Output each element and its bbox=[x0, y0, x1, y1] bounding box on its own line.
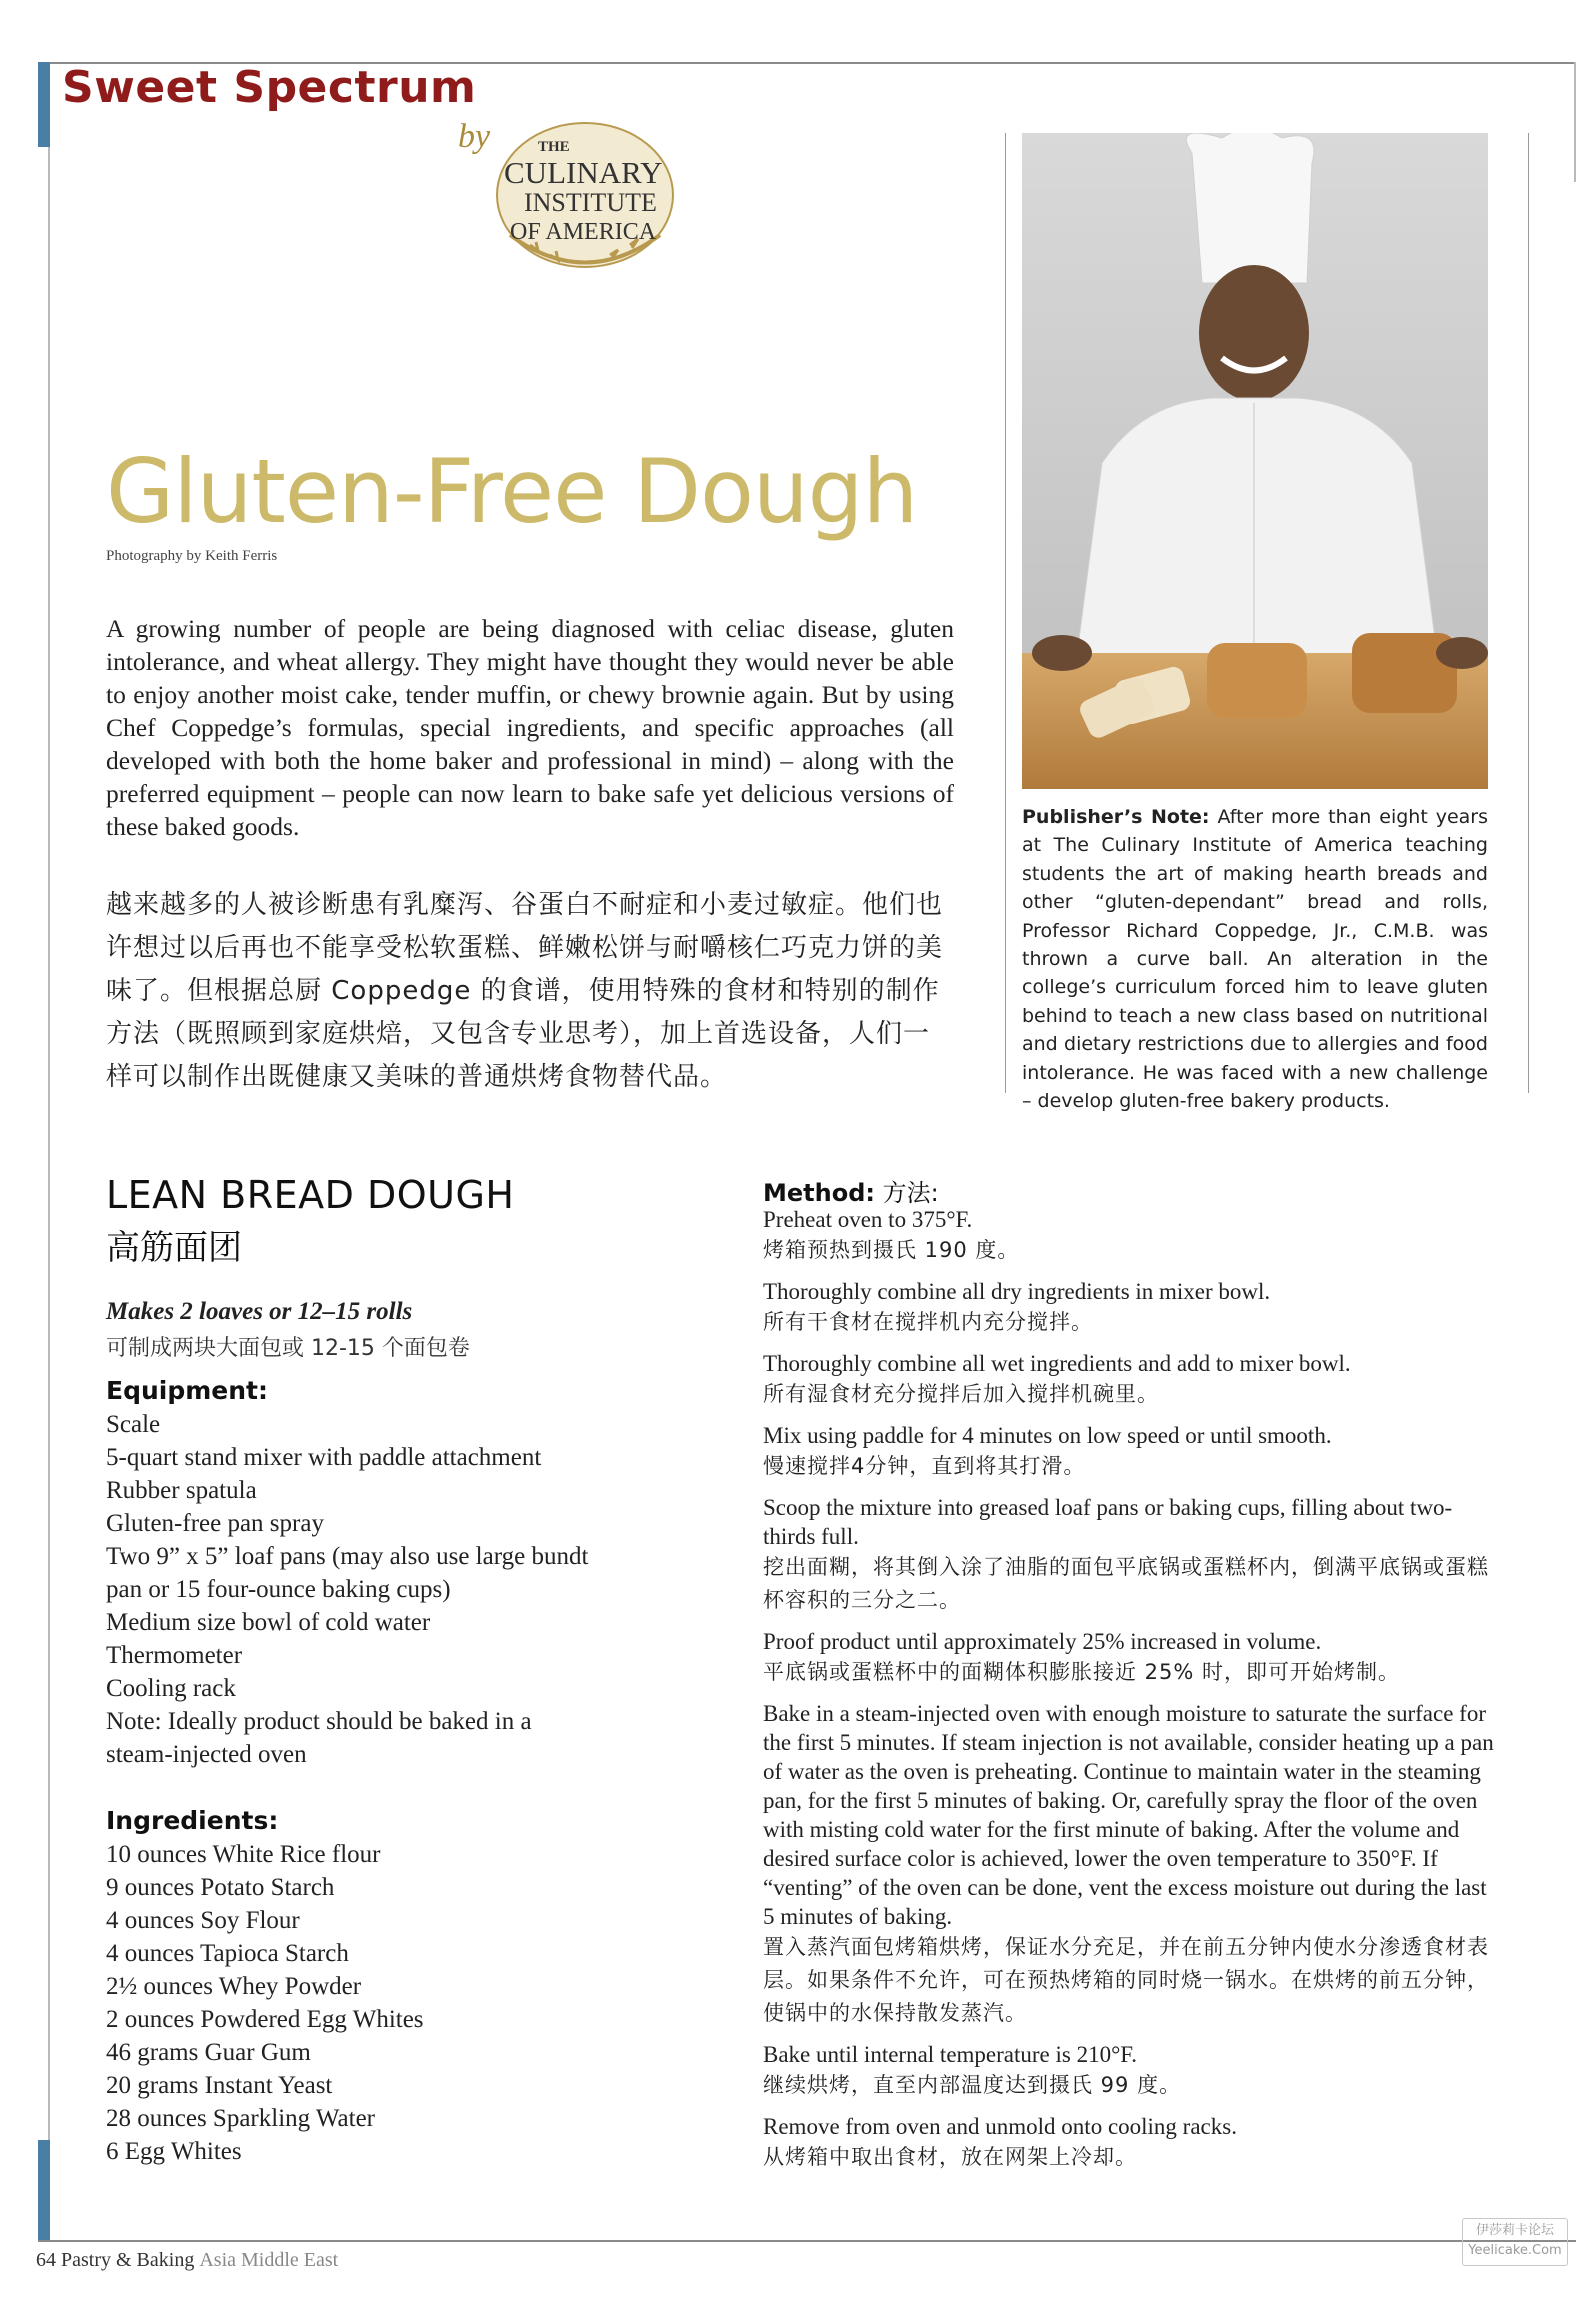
method-step bbox=[763, 1277, 1495, 1339]
equipment-item: 5-quart stand mixer with paddle attachment bbox=[106, 1444, 542, 1471]
magazine-region: Asia Middle East bbox=[199, 2249, 339, 2271]
step-text-cn: 从烤箱中取出食材，放在网架上冷却。 bbox=[763, 2145, 1137, 2169]
intro-paragraph-en: A growing number of people are being diagnosed with celiac disease, gluten intolerance, and wheat allergy. They might have thought they would never be able to enjoy another moist cake, tender muffin, or chewy brownie again. But by using Chef Coppedge’s formulas, special ingredients, and specific approaches (all developed with both the home baker and professional in mind) – along with the preferred equipment – people can now learn to bake safe yet delicious versions of these baked goods. bbox=[106, 614, 954, 841]
chef-photo bbox=[1022, 133, 1488, 789]
method-step bbox=[763, 1421, 1495, 1483]
method-step bbox=[763, 1205, 1495, 1267]
logo-line-3: INSTITUTE bbox=[524, 188, 657, 217]
equipment-item: Rubber spatula bbox=[106, 1477, 257, 1504]
equipment-list bbox=[106, 1408, 588, 1771]
logo-line-4: OF AMERICA bbox=[510, 219, 657, 245]
by-label: by bbox=[458, 118, 491, 155]
page-frame-right bbox=[1574, 62, 1576, 182]
equipment-item: Note: Ideally product should be baked in a bbox=[106, 1708, 532, 1735]
forum-watermark bbox=[1462, 2218, 1568, 2266]
step-text-cn: 烤箱预热到摄氏 190 度。 bbox=[763, 1238, 1020, 1262]
step-text-cn: 挖出面糊，将其倒入涂了油脂的面包平底锅或蛋糕杯内，倒满平底锅或蛋糕杯容积的三分之二。 bbox=[763, 1555, 1489, 1612]
ingredient-item: 4 ounces Tapioca Starch bbox=[106, 1940, 349, 1967]
step-text-en: Remove from oven and unmold onto cooling racks. bbox=[763, 2114, 1237, 2139]
step-text-cn: 平底锅或蛋糕杯中的面糊体积膨胀接近 25% 时，即可开始烤制。 bbox=[763, 1660, 1401, 1684]
ingredients-list bbox=[106, 1838, 424, 2168]
page-number: 64 bbox=[36, 2249, 56, 2271]
method-heading-cn: 方法: bbox=[882, 1179, 939, 1207]
step-text-en: Mix using paddle for 4 minutes on low speed or until smooth. bbox=[763, 1423, 1332, 1448]
frame-accent-bottom bbox=[38, 2140, 50, 2240]
equipment-item: Thermometer bbox=[106, 1642, 243, 1669]
page-frame-bottom bbox=[38, 2240, 1576, 2242]
method-step bbox=[763, 1493, 1495, 1617]
step-text-en: Scoop the mixture into greased loaf pans or baking cups, filling about two-thirds full. bbox=[763, 1495, 1453, 1549]
recipe-title-cn: 高筋面团 bbox=[106, 1228, 242, 1268]
page-frame-left bbox=[48, 62, 50, 2242]
photo-credit: Photography by Keith Ferris bbox=[106, 548, 278, 564]
ingredients-heading: Ingredients: bbox=[106, 1806, 279, 1835]
method-step bbox=[763, 1699, 1495, 2030]
sidebar-rule-right bbox=[1528, 133, 1529, 1093]
equipment-item: Scale bbox=[106, 1411, 161, 1438]
ingredient-item: 28 ounces Sparkling Water bbox=[106, 2105, 375, 2132]
method-step bbox=[763, 1349, 1495, 1411]
publishers-note bbox=[1022, 803, 1488, 1115]
step-text-en: Thoroughly combine all wet ingredients and add to mixer bowl. bbox=[763, 1351, 1351, 1376]
equipment-heading: Equipment: bbox=[106, 1376, 268, 1405]
step-text-cn: 慢速搅拌4分钟，直到将其打滑。 bbox=[763, 1454, 1086, 1478]
method-step bbox=[763, 2040, 1495, 2102]
method-steps bbox=[763, 1205, 1495, 2184]
step-text-en: Proof product until approximately 25% increased in volume. bbox=[763, 1629, 1322, 1654]
step-text-cn: 置入蒸汽面包烤箱烘烤，保证水分充足，并在前五分钟内使水分渗透食材表层。如果条件不允许，可在预热烤箱的同时烧一锅水。在烘烤的前五分钟，使锅中的水保持散发蒸汽。 bbox=[763, 1935, 1489, 2025]
page-folio bbox=[36, 2249, 338, 2272]
step-text-en: Preheat oven to 375°F. bbox=[763, 1207, 973, 1232]
culinary-institute-logo bbox=[490, 115, 680, 290]
frame-accent-top bbox=[38, 62, 50, 147]
recipe-yield: Makes 2 loaves or 12–15 rolls bbox=[106, 1298, 413, 1325]
step-text-en: Thoroughly combine all dry ingredients in mixer bowl. bbox=[763, 1279, 1271, 1304]
step-text-cn: 所有干食材在搅拌机内充分搅拌。 bbox=[763, 1310, 1093, 1334]
equipment-item: steam-injected oven bbox=[106, 1741, 307, 1768]
article-title: Gluten-Free Dough bbox=[106, 440, 918, 543]
recipe-yield-cn: 可制成两块大面包或 12-15 个面包卷 bbox=[106, 1336, 470, 1361]
equipment-item: Two 9” x 5” loaf pans (may also use large bundt bbox=[106, 1543, 589, 1570]
method-heading bbox=[763, 1173, 939, 1208]
equipment-item: Cooling rack bbox=[106, 1675, 236, 1702]
ingredient-item: 10 ounces White Rice flour bbox=[106, 1841, 381, 1868]
ingredient-item: 9 ounces Potato Starch bbox=[106, 1874, 335, 1901]
watermark-line-2: Yeelicake.Com bbox=[1468, 2243, 1562, 2258]
equipment-item: Medium size bowl of cold water bbox=[106, 1609, 431, 1636]
logo-line-2: CULINARY bbox=[504, 155, 663, 190]
magazine-name: Pastry & Baking bbox=[61, 2249, 195, 2271]
watermark-line-1: 伊莎莉卡论坛 bbox=[1475, 2223, 1554, 2238]
ingredient-item: 6 Egg Whites bbox=[106, 2138, 242, 2165]
method-step bbox=[763, 1627, 1495, 1689]
intro-paragraph-cn: 越来越多的人被诊断患有乳糜泻、谷蛋白不耐症和小麦过敏症。他们也许想过以后再也不能享受松软蛋糕、鲜嫩松饼与耐嚼核仁巧克力饼的美味了。但根据总厨 Coppedge 的食谱，使用特殊的食材和特别的制作方法（既照顾到家庭烘焙，又包含专业思考），加上首选设备，人们一样可以制作出既健康又美味的普通烘烤食物替代品。 bbox=[106, 890, 944, 1092]
step-text-en: Bake until internal temperature is 210°F. bbox=[763, 2042, 1137, 2067]
publishers-note-text: After more than eight years at The Culinary Institute of America teaching students the art of making hearth breads and other “gluten-dependant” bread and rolls, Professor Richard Coppedge, Jr., C.M.B. was thrown a curve ball. An alteration in the college’s curriculum forced him to leave gluten behind to teach a new class based on nutritional and dietary restrictions due to allergies and food intolerance. He was faced with a new challenge – develop gluten-free bakery products. bbox=[1022, 806, 1488, 1113]
method-heading-en: Method: bbox=[763, 1179, 875, 1207]
method-step bbox=[763, 2112, 1495, 2174]
ingredient-item: 4 ounces Soy Flour bbox=[106, 1907, 300, 1934]
logo-line-1: THE bbox=[538, 139, 570, 155]
sidebar-rule-left bbox=[1005, 133, 1006, 1093]
section-title: Sweet Spectrum bbox=[62, 62, 477, 113]
ingredient-item: 2½ ounces Whey Powder bbox=[106, 1973, 362, 2000]
ingredient-item: 2 ounces Powdered Egg Whites bbox=[106, 2006, 424, 2033]
publishers-note-label: Publisher’s Note: bbox=[1022, 806, 1210, 828]
step-text-en: Bake in a steam-injected oven with enough moisture to saturate the surface for the first 5 minutes. If steam injection is not available, consider heating up a pan of water as the oven is preheating. Continue to maintain water in the steaming pan, for the first 5 minutes of baking. Or, carefully spray the floor of the oven with misting cold water for the first minute of baking. After the volume and desired surface color is achieved, lower the oven temperature to 350°F. If “venting” of the oven can be done, vent the excess moisture out during the last 5 minutes of baking. bbox=[763, 1701, 1494, 1929]
recipe-title: LEAN BREAD DOUGH bbox=[106, 1173, 515, 1217]
step-text-cn: 所有湿食材充分搅拌后加入搅拌机碗里。 bbox=[763, 1382, 1159, 1406]
equipment-item: Gluten-free pan spray bbox=[106, 1510, 324, 1537]
equipment-item: pan or 15 four-ounce baking cups) bbox=[106, 1576, 451, 1603]
ingredient-item: 46 grams Guar Gum bbox=[106, 2039, 311, 2066]
step-text-cn: 继续烘烤，直至内部温度达到摄氏 99 度。 bbox=[763, 2073, 1182, 2097]
ingredient-item: 20 grams Instant Yeast bbox=[106, 2072, 333, 2099]
